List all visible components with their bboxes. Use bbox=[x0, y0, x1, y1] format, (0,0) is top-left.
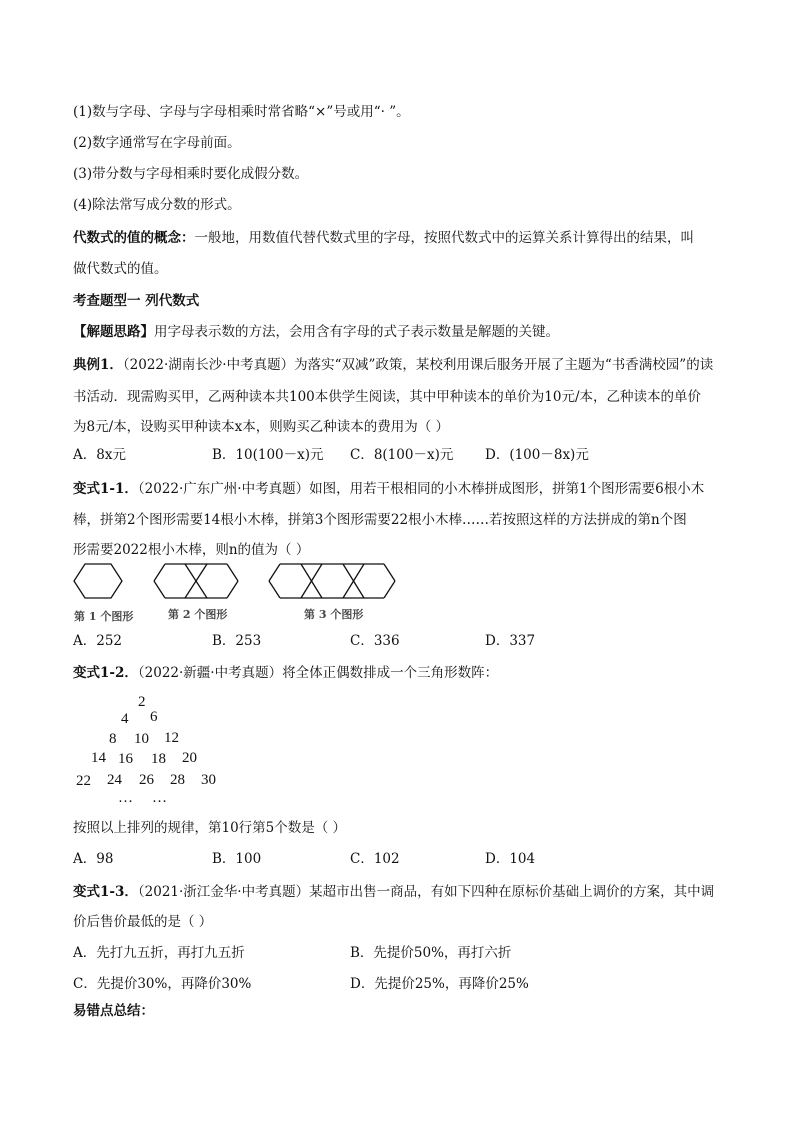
array-cell: 24 bbox=[107, 772, 122, 788]
variant1-3-line-2: 价后售价最低的是（ ） bbox=[73, 914, 213, 930]
value-concept-line-2: 做代数式的值。 bbox=[73, 261, 168, 277]
rule-3: (3)带分数与字母相乘时要化成假分数。 bbox=[73, 166, 309, 182]
array-cell: 4 bbox=[121, 711, 129, 727]
variant1-3-options-row-2 bbox=[73, 975, 733, 993]
variant1-3-option-c[interactable]: C．先提价30%，再降价30% bbox=[73, 976, 252, 992]
figure-3-label: 第 3 个图形 bbox=[304, 608, 364, 621]
variant1-2-option-b[interactable]: B．100 bbox=[212, 851, 262, 867]
variant1-3-option-a[interactable]: A．先打九五折，再打九五折 bbox=[73, 945, 245, 961]
array-cell: 12 bbox=[164, 730, 179, 746]
figure-1-label: 第 1 个图形 bbox=[74, 610, 134, 623]
variant1-1-text-1: （2022·广东广州·中考真题）如图，用若干根相同的小木棒拼成图形，拼第1个图形需要6根小木 bbox=[137, 481, 705, 497]
value-concept-term: 代数式的值的概念： bbox=[73, 230, 195, 246]
figure-1-hexagon bbox=[74, 564, 122, 598]
figure-3-shape bbox=[269, 564, 395, 598]
variant1-2-option-a[interactable]: A．98 bbox=[73, 851, 114, 867]
variant1-1-line-1 bbox=[73, 480, 704, 498]
example1-line-1 bbox=[73, 356, 713, 374]
value-concept-text-1: 一般地，用数值代替代数式里的字母，按照代数式中的运算关系计算得出的结果，叫 bbox=[194, 230, 694, 246]
array-cell: 6 bbox=[150, 709, 158, 725]
rule-2: (2)数字通常写在字母前面。 bbox=[73, 135, 241, 151]
array-cell: 8 bbox=[109, 731, 117, 747]
variant1-3-option-d[interactable]: D．先提价25%，再降价25% bbox=[350, 976, 529, 992]
solution-idea-tag: 【解题思路】 bbox=[73, 324, 154, 340]
example1-option-d[interactable]: D．(100－8x)元 bbox=[485, 447, 589, 463]
array-cell: 2 bbox=[138, 694, 146, 710]
solution-idea bbox=[73, 323, 559, 341]
rule-4: (4)除法常写成分数的形式。 bbox=[73, 197, 241, 213]
rule-1: (1)数与字母、字母与字母相乘时常省略“×”号或用“· ”。 bbox=[73, 104, 410, 120]
variant1-1-option-b[interactable]: B．253 bbox=[212, 633, 262, 649]
example1-option-a[interactable]: A．8x元 bbox=[73, 447, 126, 463]
array-cell: 20 bbox=[182, 750, 197, 766]
example1-line-3: 为8元/本，设购买甲种读本x本，则购买乙种读本的费用为（ ） bbox=[73, 419, 450, 435]
array-cell: … bbox=[118, 790, 133, 806]
example1-tag: 典例1． bbox=[73, 357, 123, 373]
example1-text-1: （2022·湖南长沙·中考真题）为落实“双减”政策，某校利用课后服务开展了主题为“书香满校园”的读 bbox=[122, 357, 714, 373]
array-cell: 22 bbox=[76, 773, 91, 789]
error-summary-label: 易错点总结： bbox=[73, 1003, 154, 1019]
variant1-3-line-1 bbox=[73, 883, 714, 901]
value-concept-line-1 bbox=[73, 229, 694, 247]
array-cell: … bbox=[152, 790, 167, 806]
array-cell: 30 bbox=[201, 772, 216, 788]
array-cell: 16 bbox=[118, 751, 133, 767]
array-cell: 18 bbox=[151, 751, 166, 767]
section-title: 考查题型一 列代数式 bbox=[73, 293, 200, 309]
example1-option-c[interactable]: C．8(100－x)元 bbox=[350, 447, 454, 463]
variant1-3-option-b[interactable]: B．先提价50%，再打六折 bbox=[350, 945, 512, 961]
variant1-1-line-2: 棒，拼第2个图形需要14根小木棒，拼第3个图形需要22根小木棒……若按照这样的方法拼成的第n个图 bbox=[73, 512, 687, 528]
example1-line-2: 书活动．现需购买甲，乙两种读本共100本供学生阅读，其中甲种读本的单价为10元/本，乙种读本的单价 bbox=[73, 389, 701, 405]
variant1-3-options-row-1 bbox=[73, 944, 733, 962]
array-cell: 26 bbox=[139, 772, 154, 788]
variant1-1-options bbox=[73, 632, 733, 650]
solution-idea-text: 用字母表示数的方法，会用含有字母的式子表示数量是解题的关键。 bbox=[154, 324, 559, 340]
variant1-1-option-c[interactable]: C．336 bbox=[350, 633, 400, 649]
variant1-2-question: 按照以上排列的规律，第10行第5个数是（ ） bbox=[73, 820, 347, 836]
variant1-2-option-c[interactable]: C．102 bbox=[350, 851, 400, 867]
variant1-2-text-1: （2022·新疆·中考真题）将全体正偶数排成一个三角形数阵： bbox=[137, 665, 499, 681]
variant1-1-option-d[interactable]: D．337 bbox=[485, 633, 536, 649]
variant1-1-tag: 变式1-1． bbox=[73, 481, 138, 497]
figure-2-label: 第 2 个图形 bbox=[168, 608, 228, 621]
example1-option-b[interactable]: B．10(100－x)元 bbox=[212, 447, 324, 463]
variant1-2-line-1 bbox=[73, 664, 498, 682]
variant1-2-tag: 变式1-2． bbox=[73, 665, 138, 681]
array-cell: 10 bbox=[134, 731, 149, 747]
variant1-2-options bbox=[73, 850, 733, 868]
array-cell: 14 bbox=[91, 750, 106, 766]
example1-options bbox=[73, 446, 733, 464]
variant1-3-text-1: （2021·浙江金华·中考真题）某超市出售一商品，有如下四种在原标价基础上调价的方案，其中调 bbox=[137, 884, 715, 900]
stick-figure-illustration bbox=[68, 560, 408, 630]
variant1-1-option-a[interactable]: A．252 bbox=[73, 633, 123, 649]
array-cell: 28 bbox=[170, 772, 185, 788]
figure-2-shape bbox=[154, 564, 238, 598]
variant1-3-tag: 变式1-3． bbox=[73, 884, 138, 900]
variant1-2-option-d[interactable]: D．104 bbox=[485, 851, 536, 867]
variant1-1-line-3: 形需要2022根小木棒，则n的值为（ ） bbox=[73, 542, 310, 558]
